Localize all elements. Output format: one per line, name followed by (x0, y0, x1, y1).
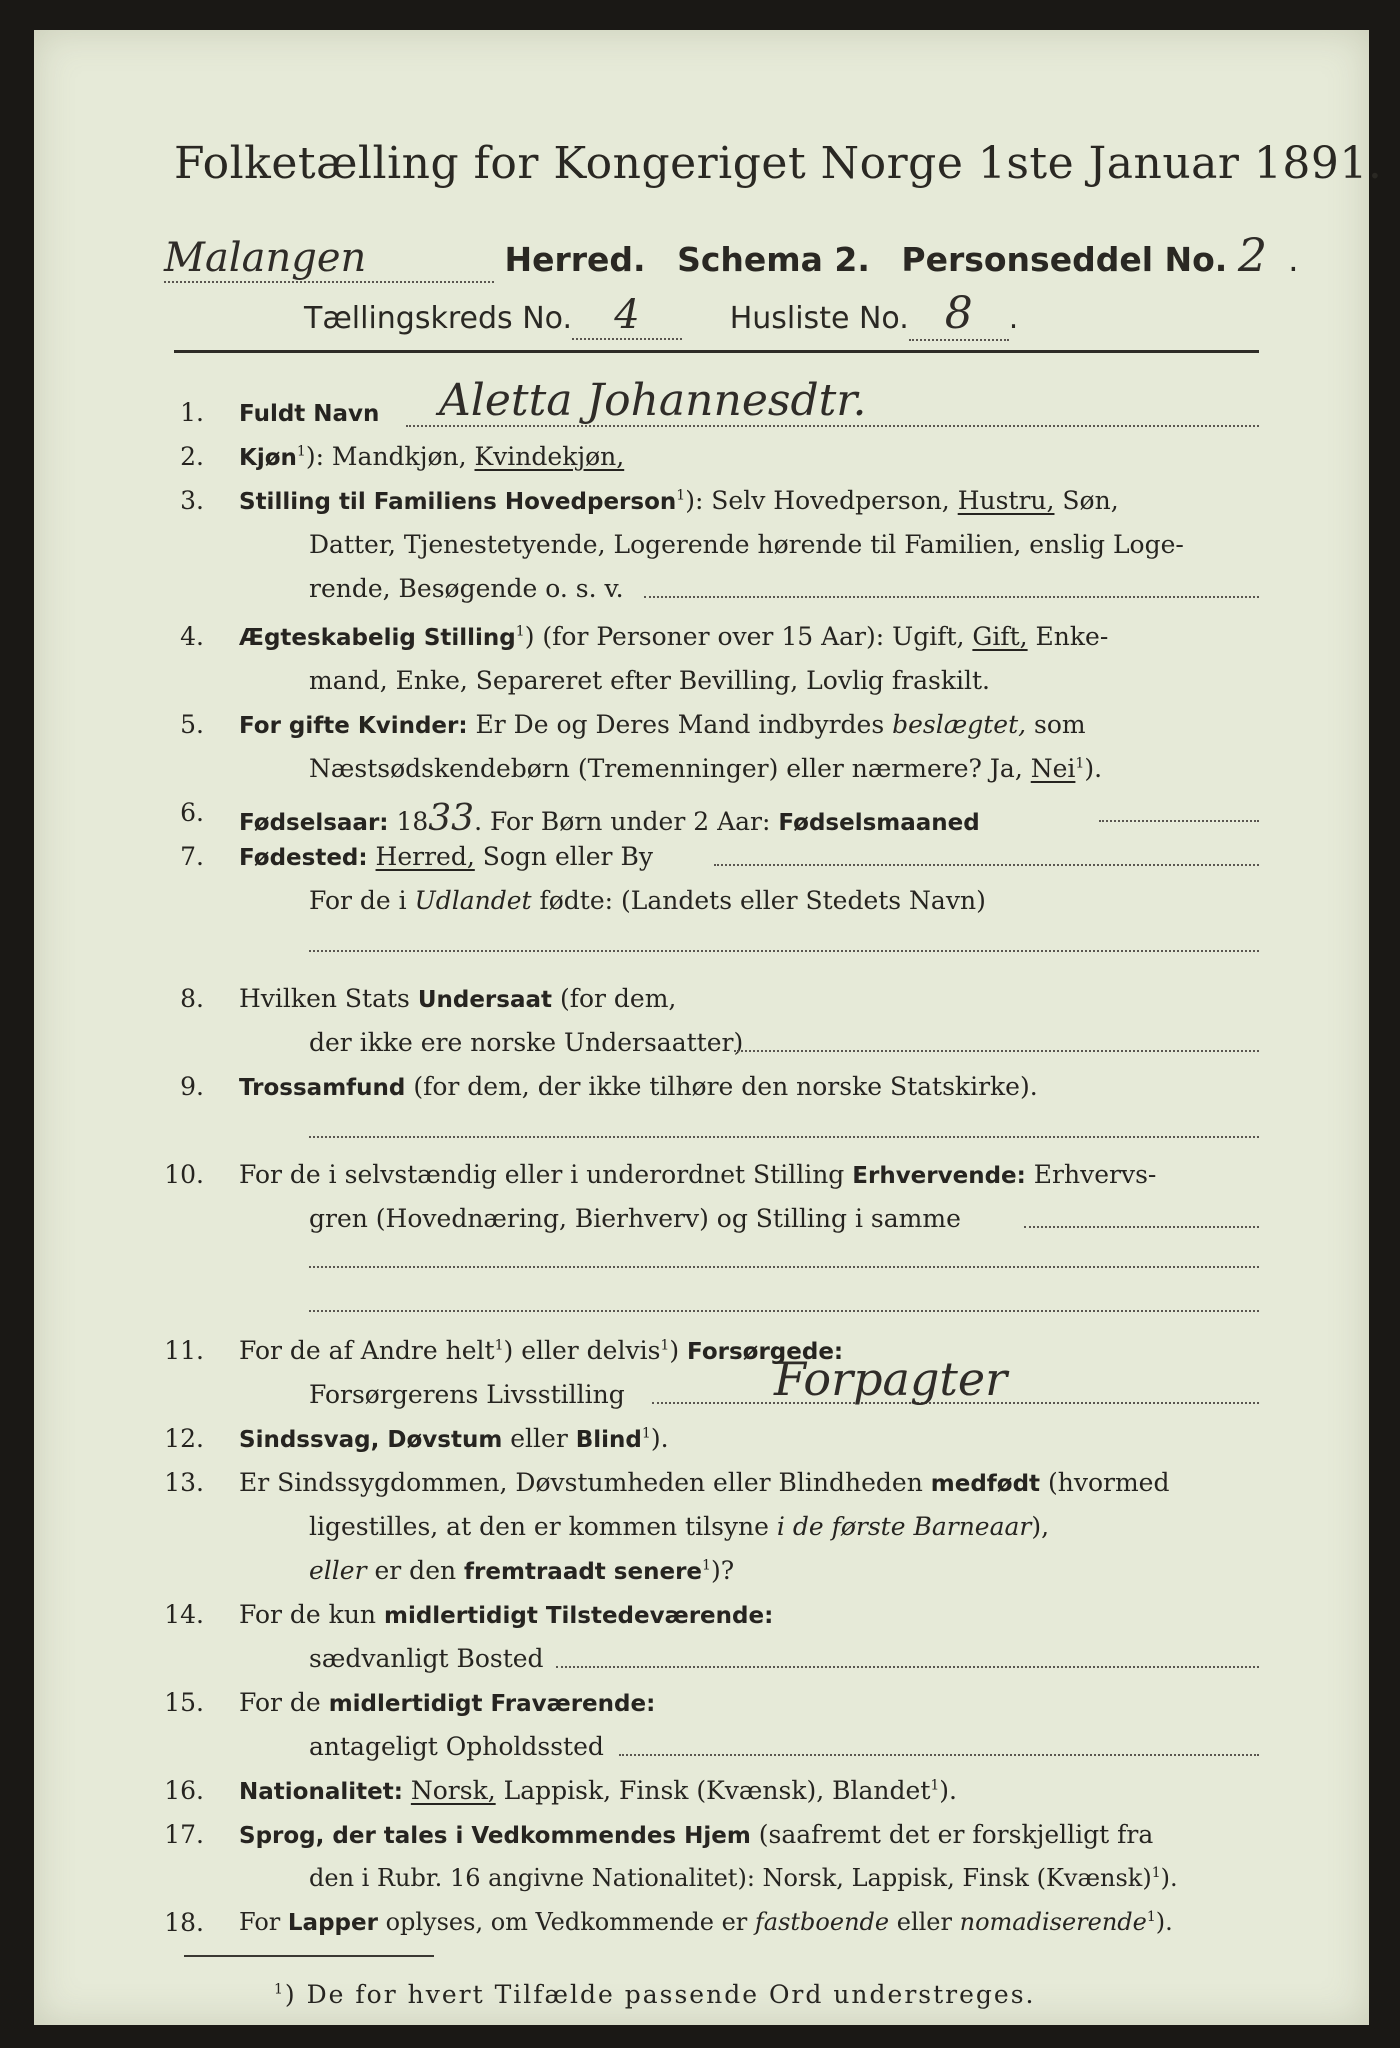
q17-row: Sprog, der tales i Vedkommendes Hjem (saafremt det er forskjelligt fra (239, 1820, 1154, 1849)
q15-line2: antageligt Opholdssted (309, 1732, 604, 1761)
q14-line2: sædvanligt Bosted (309, 1644, 544, 1673)
q5-label: For gifte Kvinder: (239, 713, 468, 739)
q6-label: Fødselsaar: (239, 810, 389, 836)
q9-label: Trossamfund (239, 1075, 406, 1101)
q8-label: Undersaat (417, 987, 552, 1013)
q7-dotline-2 (309, 950, 1259, 952)
census-form (34, 30, 1383, 2025)
q15-label: midlertidigt Fraværende: (328, 1691, 656, 1717)
q11-provider-value: Forpagter (774, 1352, 1008, 1406)
q4-line2: mand, Enke, Separeret efter Bevilling, Lovlig fraskilt. (309, 666, 990, 695)
q9-number: 9. (180, 1072, 204, 1101)
q10-dotline (1024, 1226, 1259, 1228)
q3-number: 3. (180, 486, 204, 515)
q1-dotline (406, 425, 1259, 427)
q11-label: Forsørgede: (687, 1339, 844, 1365)
q16-selected-option: Norsk, (410, 1776, 496, 1805)
q10-dotline-2 (309, 1266, 1259, 1268)
q7-line2: For de i Udlandet fødte: (Landets eller Stedets Navn) (309, 886, 986, 915)
q18-number: 18. (164, 1908, 204, 1937)
q3-line3: rende, Besøgende o. s. v. (309, 574, 624, 603)
q14-dotline (556, 1666, 1259, 1668)
herred-label: Herred. (504, 240, 646, 279)
q12-number: 12. (164, 1424, 204, 1453)
q1-name-value: Aletta Johannesdtr. (439, 375, 867, 426)
q16-number: 16. (164, 1776, 204, 1805)
q10-line2: gren (Hovednæring, Bierhverv) og Stilling i samme (309, 1204, 961, 1233)
q17-number: 17. (164, 1820, 204, 1849)
q14-number: 14. (164, 1600, 204, 1629)
q1-row (239, 398, 379, 427)
husliste-value: 8 (909, 288, 1009, 341)
q10-label: Erhvervende: (852, 1163, 1026, 1189)
q5-line2: Næstsødskendebørn (Tremenninger) eller nærmere? Ja, Nei$^1$). (309, 754, 1103, 783)
q1-label: Fuldt Navn (239, 401, 380, 427)
q7-number: 7. (180, 842, 204, 871)
q15-row: For de midlertidigt Fraværende: (239, 1688, 656, 1717)
q10-dotline-3 (309, 1310, 1259, 1312)
q8-number: 8. (180, 984, 204, 1013)
q16-label: Nationalitet: (239, 1779, 403, 1805)
q18-label: Lapper (287, 1910, 378, 1936)
q13-row: Er Sindssygdommen, Døvstumheden eller Blindheden medfødt (hvormed (239, 1468, 1170, 1497)
form-title: Folketælling for Kongeriget Norge 1ste Januar 1891. (174, 138, 1383, 189)
q14-row: For de kun midlertidigt Tilstedeværende: (239, 1600, 774, 1629)
taellingskreds-label: Tællingskreds No. (304, 301, 572, 336)
q11-number: 11. (164, 1336, 204, 1365)
q7-row: Fødested: Herred, Sogn eller By (239, 842, 653, 871)
q4-number: 4. (180, 622, 204, 651)
q7-label: Fødested: (239, 845, 368, 871)
q8-row: Hvilken Stats Undersaat (for dem, (239, 984, 677, 1013)
q3-selected-option: Hustru, (957, 486, 1055, 515)
q16-row: Nationalitet: Norsk, Lappisk, Finsk (Kvænsk), Blandet$^1$). (239, 1776, 957, 1805)
q15-dotline (619, 1754, 1259, 1756)
husliste-label: Husliste No. (729, 301, 909, 336)
q2-number: 2. (180, 442, 204, 471)
q1-number: 1. (180, 398, 204, 427)
q6-label-2: Fødselsmaaned (778, 810, 980, 836)
q7-selected-option: Herred, (375, 842, 475, 871)
q17-label: Sprog, der tales i Vedkommendes Hjem (239, 1823, 751, 1849)
q2-row: Kjøn$^1$): Mandkjøn, Kvindekjøn, (239, 442, 625, 471)
q9-row: Trossamfund (for dem, der ikke tilhøre den norske Statskirke). (239, 1072, 1038, 1101)
q13-line3: eller er den fremtraadt senere$^1$)? (309, 1556, 735, 1585)
q4-label: Ægteskabelig Stilling (239, 625, 516, 651)
q14-label: midlertidigt Tilstedeværende: (383, 1603, 774, 1629)
personseddel-label: Personseddel No. (901, 240, 1228, 279)
q11-row: For de af Andre helt$^1$) eller delvis$^1$) Forsørgede: (239, 1336, 844, 1365)
q3-label: Stilling til Familiens Hovedperson (239, 489, 677, 515)
q10-row: For de i selvstændig eller i underordnet Stilling Erhvervende: Erhvervs- (239, 1160, 1157, 1189)
q13-line2: ligestilles, at den er kommen tilsyne i de første Barneaar), (309, 1512, 1050, 1541)
q8-dotline (734, 1050, 1259, 1052)
q12-label: Sindssvag, Døvstum (239, 1427, 503, 1453)
q2-label: Kjøn (239, 445, 297, 471)
q7-dotline (714, 864, 1259, 866)
q3-line2: Datter, Tjenestetyende, Logerende hørende til Familien, enslig Loge- (309, 530, 1184, 559)
schema-label: Schema 2. (677, 240, 870, 279)
q8-line2: der ikke ere norske Undersaatter) (309, 1028, 744, 1057)
q10-number: 10. (164, 1160, 204, 1189)
q13-number: 13. (164, 1468, 204, 1497)
q3-dotline (644, 596, 1259, 598)
footnote-rule (184, 1955, 434, 1957)
q9-dotline (309, 1136, 1259, 1138)
q6-dotline (1099, 820, 1259, 822)
q18-row: For Lapper oplyses, om Vedkommende er fastboende eller nomadiserende$^1$). (239, 1908, 1173, 1936)
q5-selected-option: Nei (1030, 754, 1076, 783)
q6-row: Fødselsaar: 1833. For Børn under 2 Aar: Fødselsmaaned (239, 798, 980, 839)
header-row-1: Malangen Herred. Schema 2. Personseddel No. 2 . (164, 228, 1299, 282)
q15-number: 15. (164, 1688, 204, 1717)
q5-number: 5. (180, 710, 204, 739)
q4-row: Ægteskabelig Stilling$^1$) (for Personer over 15 Aar): Ugift, Gift, Enke- (239, 622, 1109, 651)
q3-row: Stilling til Familiens Hovedperson$^1$): Selv Hovedperson, Hustru, Søn, (239, 486, 1119, 515)
q5-row: For gifte Kvinder: Er De og Deres Mand indbyrdes beslægtet, som (239, 710, 1086, 739)
q17-line2: den i Rubr. 16 angivne Nationalitet): Norsk, Lappisk, Finsk (Kvænsk)$^1$). (309, 1864, 1178, 1892)
q6-birthyear-value: 33 (428, 798, 475, 839)
q6-number: 6. (180, 798, 204, 827)
q13-label: medfødt (930, 1471, 1041, 1497)
header-row-2: Tællingskreds No. 4 Husliste No. 8 . (304, 288, 1019, 339)
q12-row: Sindssvag, Døvstum eller Blind$^1$). (239, 1424, 669, 1453)
q11-line2: Forsørgerens Livsstilling (309, 1380, 625, 1409)
taellingskreds-value: 4 (572, 292, 682, 340)
q2-selected-option: Kvindekjøn, (474, 442, 625, 471)
q4-selected-option: Gift, (972, 622, 1028, 651)
personseddel-value: 2 (1237, 228, 1268, 282)
herred-value: Malangen (164, 235, 494, 283)
q12-label-2: Blind (575, 1427, 642, 1453)
footnote: $^1$) De for hvert Tilfælde passende Ord understreges. (274, 1980, 1036, 2009)
header-rule (174, 350, 1259, 353)
